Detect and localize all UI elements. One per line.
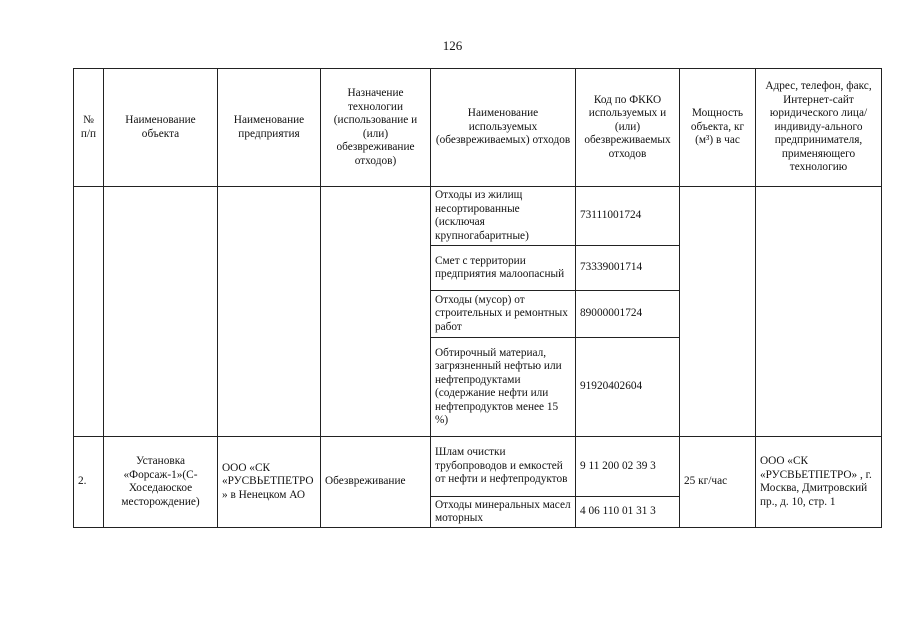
header-object: Наименование объекта (104, 69, 218, 187)
cell-purpose-empty (321, 187, 431, 437)
waste-code-cell: 4 06 110 01 31 3 (576, 497, 680, 528)
cell-address-empty (756, 187, 882, 437)
table-row (74, 187, 882, 246)
technology-purpose: Обезвреживание (321, 437, 431, 528)
company-address: ООО «СК «РУСВЬЕТПЕТРО» , г. Москва, Дмитровский пр., д. 10, стр. 1 (756, 437, 882, 528)
header-fkko-code: Код по ФККО используемых и (или) обезвреживаемых отходов (576, 69, 680, 187)
header-capacity: Мощность объекта, кг (м³) в час (680, 69, 756, 187)
cell-num-empty (74, 187, 104, 437)
waste-code-cell: 89000001724 (576, 291, 680, 338)
header-purpose: Назначение технологии (использование и (или) обезвреживание отходов) (321, 69, 431, 187)
enterprise-name: ООО «СК «РУСВЬЕТПЕТРО» в Ненецком АО (218, 437, 321, 528)
page-number: 126 (442, 38, 463, 53)
entry-number: 2. (74, 437, 104, 528)
cell-capacity-empty (680, 187, 756, 437)
waste-code-cell: 73111001724 (576, 187, 680, 246)
waste-code-cell: 91920402604 (576, 338, 680, 437)
waste-name-cell: Шлам очистки трубопроводов и емкостей от нефти и нефтепродуктов (431, 437, 576, 497)
object-name: Установка «Форсаж-1»(С-Хоседаюское месторождение) (104, 437, 218, 528)
table-row (74, 437, 882, 497)
waste-name-cell: Отходы (мусор) от строительных и ремонтных работ (431, 291, 576, 338)
waste-name-cell: Смет с территории предприятия малоопасный (431, 246, 576, 291)
cell-object-empty (104, 187, 218, 437)
header-row (74, 69, 882, 187)
waste-name-cell: Отходы из жилищ несортированные (исключая крупногабаритные) (431, 187, 576, 246)
waste-name-cell: Обтирочный материал, загрязненный нефтью или нефтепродуктами (содержание нефти или нефтепродуктов менее 15 %) (431, 338, 576, 437)
header-address: Адрес, телефон, факс, Интернет-сайт юридического лица/индивиду-ального предпринимателя, применяющего технологию (756, 69, 882, 187)
waste-name-cell: Отходы минеральных масел моторных (431, 497, 576, 528)
header-num: № п/п (74, 69, 104, 187)
cell-enterprise-empty (218, 187, 321, 437)
header-enterprise: Наименование предприятия (218, 69, 321, 187)
waste-code-cell: 73339001714 (576, 246, 680, 291)
waste-code-cell: 9 11 200 02 39 3 (576, 437, 680, 497)
technologies-table (73, 68, 882, 528)
header-waste: Наименование используемых (обезвреживаемых) отходов (431, 69, 576, 187)
capacity-value: 25 кг/час (680, 437, 756, 528)
